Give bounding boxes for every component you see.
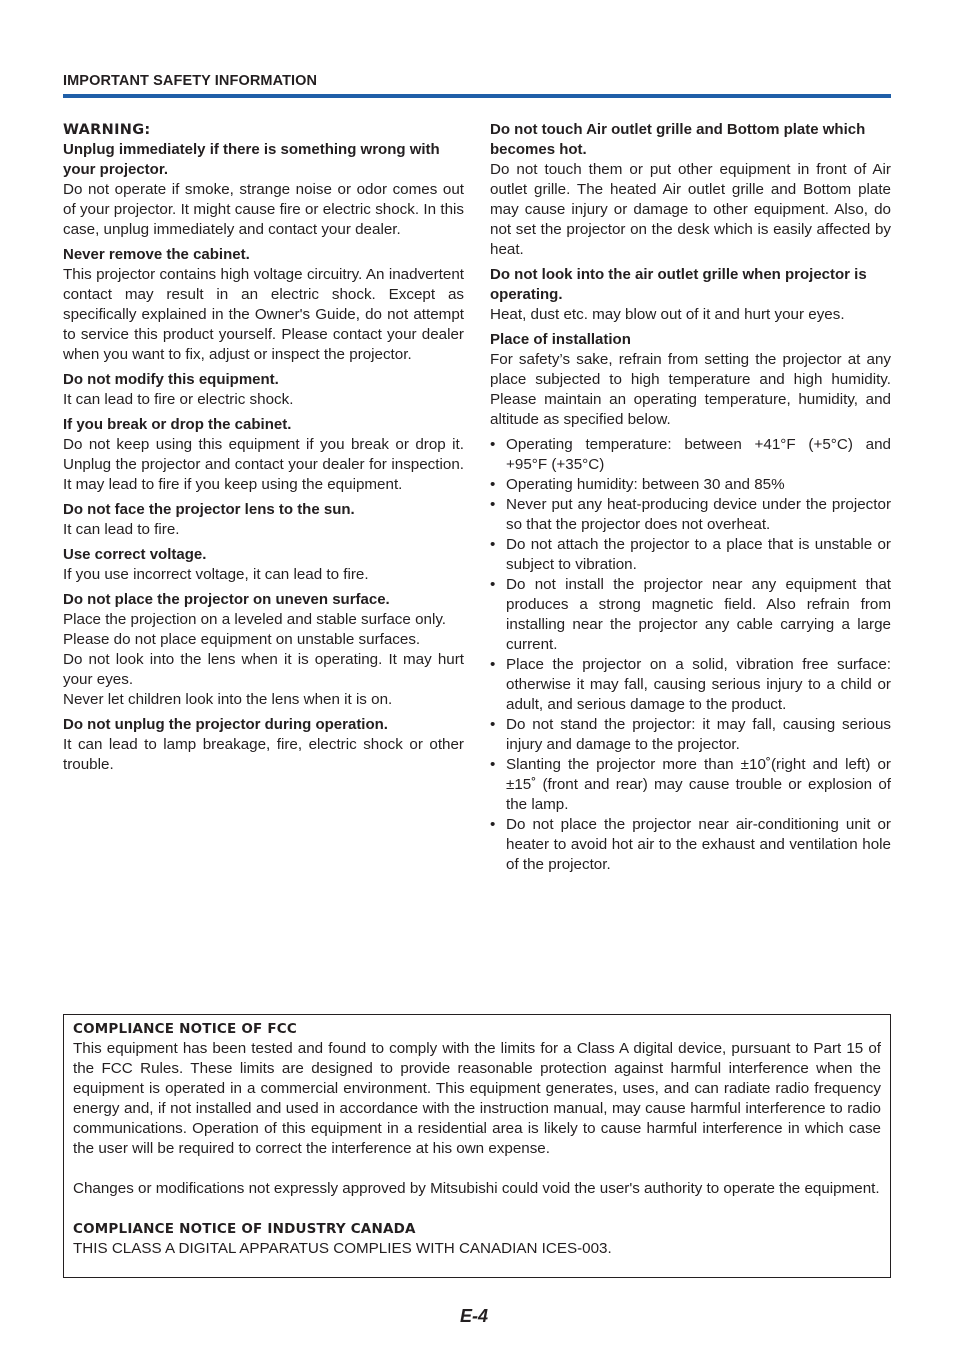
bullet-dot: • <box>490 756 496 773</box>
section-body <box>63 565 464 585</box>
section-paragraph: Heat, dust etc. may blow out of it and hurt your eyes. <box>490 306 845 323</box>
header-rule <box>63 94 891 98</box>
section-paragraph: Do not keep using this equipment if you break or drop it. Unplug the projector and contact your dealer for inspection. It may lead to fire if you keep using the equipment. <box>63 436 464 493</box>
section-body <box>63 735 464 775</box>
fcc-paragraph-2: Changes or modifications not expressly approved by Mitsubishi could void the user's authority to operate the equipment. <box>73 1180 880 1197</box>
right-sections <box>490 120 891 430</box>
section-body <box>63 520 464 540</box>
safety-section <box>63 140 464 240</box>
warning-label: WARNING: <box>63 122 151 138</box>
section-body <box>63 265 464 365</box>
safety-section <box>63 590 464 710</box>
bullet-text: Never put any heat-producing device under the projector so that the projector does not overheat. <box>506 496 891 533</box>
fcc-paragraph-1: This equipment has been tested and found to comply with the limits for a Class A digital device, pursuant to Part 15 of the FCC Rules. These limits are designed to provide reasonable protection against harmful interference when the equipment is operated in a commercial environment. This equipment generates, uses, and can radiate radio frequency energy and, if not installed and used in accordance with the instruction manual, may cause harmful interference to radio communications. Operation of this equipment in a residential area is likely to cause harmful interference in which case the user will be required to correct the interference at his own expense. <box>73 1040 881 1157</box>
installation-bullet <box>490 495 891 535</box>
section-paragraph: Do not look into the lens when it is operating. It may hurt your eyes. <box>63 651 464 688</box>
section-paragraph: For safety’s sake, refrain from setting the projector at any place subjected to high temperature and high humidity. Please maintain an operating temperature, humidity, and altitude as specified below. <box>490 351 891 428</box>
fcc-heading: COMPLIANCE NOTICE OF FCC <box>73 1021 297 1037</box>
section-paragraph: It can lead to lamp breakage, fire, electric shock or other trouble. <box>63 736 464 773</box>
safety-section <box>63 500 464 540</box>
section-heading: Do not face the projector lens to the sun. <box>63 501 355 518</box>
installation-bullet <box>490 535 891 575</box>
section-body <box>490 160 891 260</box>
bullet-text: Do not attach the projector to a place that is unstable or subject to vibration. <box>506 536 891 573</box>
compliance-notice-box <box>63 1014 891 1278</box>
left-sections <box>63 140 464 775</box>
section-paragraph: It can lead to fire. <box>63 521 180 538</box>
installation-bullet <box>490 815 891 875</box>
installation-bullet <box>490 475 891 495</box>
installation-bullet <box>490 715 891 755</box>
bullet-text: Operating temperature: between +41°F (+5°C) and +95°F (+35°C) <box>506 436 891 473</box>
section-heading: Never remove the cabinet. <box>63 246 250 263</box>
page-number: E-4 <box>460 1306 489 1326</box>
installation-bullet <box>490 755 891 815</box>
safety-section <box>63 415 464 495</box>
bullet-dot: • <box>490 536 496 553</box>
installation-bullet-list <box>490 435 891 875</box>
bullet-dot: • <box>490 436 496 453</box>
section-heading: Do not look into the air outlet grille when projector is operating. <box>490 266 867 303</box>
canada-heading: COMPLIANCE NOTICE OF INDUSTRY CANADA <box>73 1221 416 1237</box>
section-paragraph: It can lead to fire or electric shock. <box>63 391 294 408</box>
safety-section <box>63 245 464 365</box>
section-heading: Use correct voltage. <box>63 546 207 563</box>
section-paragraph: Do not touch them or put other equipment in front of Air outlet grille. The heated Air outlet grille and Bottom plate may cause injury or damage to other equipment. Also, do not set the projector on the desk which is easily affected by heat. <box>490 161 891 258</box>
spacer <box>73 1159 881 1179</box>
section-heading: Do not unplug the projector during operation. <box>63 716 388 733</box>
spacer <box>73 1199 881 1219</box>
safety-section <box>490 330 891 430</box>
canada-text: THIS CLASS A DIGITAL APPARATUS COMPLIES WITH CANADIAN ICES-003. <box>73 1240 612 1257</box>
section-body <box>63 180 464 240</box>
section-heading: Place of installation <box>490 331 631 348</box>
bullet-dot: • <box>490 816 496 833</box>
bullet-dot: • <box>490 656 496 673</box>
section-paragraph: If you use incorrect voltage, it can lead to fire. <box>63 566 369 583</box>
bullet-text: Slanting the projector more than ±10˚(right and left) or ±15˚ (front and rear) may cause trouble or explosion of the lamp. <box>506 756 891 813</box>
section-paragraph: Place the projection on a leveled and stable surface only. <box>63 611 447 628</box>
safety-section <box>63 370 464 410</box>
safety-section <box>490 265 891 325</box>
section-paragraph: Do not operate if smoke, strange noise or odor comes out of your projector. It might cause fire or electric shock. In this case, unplug immediately and contact your dealer. <box>63 181 464 238</box>
section-paragraph: Never let children look into the lens when it is on. <box>63 691 393 708</box>
safety-section <box>63 715 464 775</box>
bullet-text: Operating humidity: between 30 and 85% <box>506 476 785 493</box>
bullet-text: Place the projector on a solid, vibration free surface: otherwise it may fall, causing serious injury to a child or adult, and serious damage to the product. <box>506 656 891 713</box>
page-header <box>63 73 891 98</box>
section-body <box>63 390 464 410</box>
section-body <box>63 435 464 495</box>
right-column <box>490 120 891 875</box>
bullet-dot: • <box>490 476 496 493</box>
section-body <box>490 305 891 325</box>
section-body <box>490 350 891 430</box>
section-heading: Do not modify this equipment. <box>63 371 279 388</box>
bullet-text: Do not install the projector near any equipment that produces a strong magnetic field. Also refrain from installing near the projector any cable carrying a large current. <box>506 576 891 653</box>
section-heading: Do not place the projector on uneven surface. <box>63 591 390 608</box>
section-body <box>63 610 464 710</box>
section-heading: Unplug immediately if there is something wrong with your projector. <box>63 141 440 178</box>
safety-section <box>63 545 464 585</box>
safety-section <box>490 120 891 260</box>
bullet-text: Do not stand the projector: it may fall, causing serious injury and damage to the projector. <box>506 716 891 753</box>
header-title: IMPORTANT SAFETY INFORMATION <box>63 73 318 89</box>
bullet-dot: • <box>490 716 496 733</box>
bullet-text: Do not place the projector near air-conditioning unit or heater to avoid hot air to the exhaust and ventilation hole of the projector. <box>506 816 891 873</box>
section-heading: Do not touch Air outlet grille and Bottom plate which becomes hot. <box>490 121 866 158</box>
section-paragraph: Please do not place equipment on unstable surfaces. <box>63 631 421 648</box>
bullet-dot: • <box>490 576 496 593</box>
installation-bullet <box>490 655 891 715</box>
installation-bullet <box>490 575 891 655</box>
installation-bullet <box>490 435 891 475</box>
left-column <box>63 120 464 780</box>
bullet-dot: • <box>490 496 496 513</box>
section-paragraph: This projector contains high voltage circuitry. An inadvertent contact may result in an electric shock. Except as specifically explained in the Owner's Guide, do not attempt to service this product yourself. Please contact your dealer when you want to fix, adjust or inspect the projector. <box>63 266 464 363</box>
section-heading: If you break or drop the cabinet. <box>63 416 292 433</box>
